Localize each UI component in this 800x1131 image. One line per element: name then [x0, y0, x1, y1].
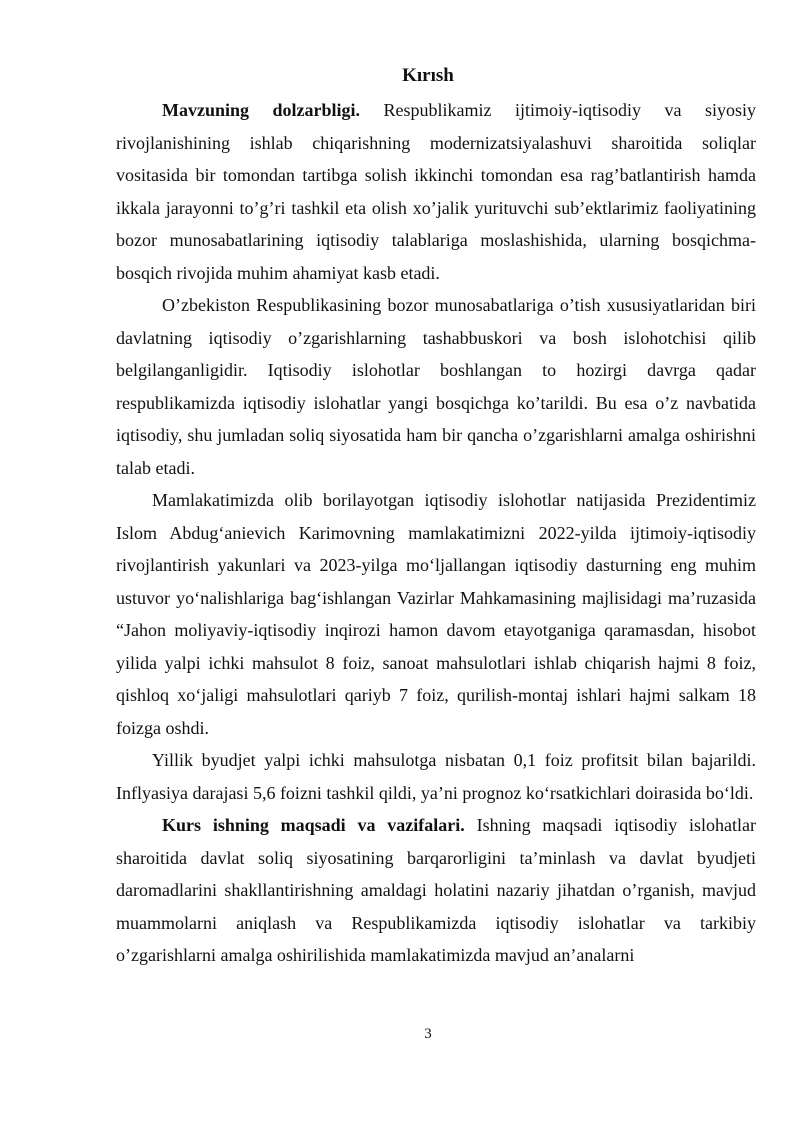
- paragraph-reforms: [116, 484, 756, 744]
- paragraph-text-relevance: Respublikamiz ijtimoiy-iqtisodiy va siyosiy rivojlanishining ishlab chiqarishning modernizatsiyalashuvi sharoitida soliqlar vositasida bir tomondan tartibga solish ikkinchi tomondan esa rag’batlantirish hamda ikkala jarayonni to’g’ri tashkil eta olish xo’jalik yurituvchi sub’ektlarimiz faoliyatining bozor munosabatlarining iqtisodiy talablariga moslashishida, ularning bosqichma-bosqich rivojida muhim ahamiyat kasb etadi.: [116, 100, 756, 283]
- paragraph-text-budget: Yillik byudjet yalpi ichki mahsulotga nisbatan 0,1 foiz profitsit bilan bajarildi. Inflyasiya darajasi 5,6 foizni tashkil qildi, ya’ni prognoz ko‘rsatkichlari doirasida bo‘ldi.: [116, 750, 756, 803]
- paragraph-relevance: [116, 94, 756, 289]
- document-body: [116, 94, 756, 972]
- paragraph-transition: [116, 289, 756, 484]
- paragraph-lead-relevance: Mavzuning dolzarbligi.: [162, 100, 361, 120]
- paragraph-lead-goals: Kurs ishning maqsadi va vazifalari.: [162, 815, 465, 835]
- paragraph-goals: [116, 809, 756, 972]
- paragraph-text-reforms: Mamlakatimizda olib borilayotgan iqtisodiy islohotlar natijasida Prezidentimiz Islom Abdug‘anievich Karimovning mamlakatimizni 2022-yilda ijtimoiy-iqtisodiy rivojlantirish yakunlari va 2023-yilga mo‘ljallangan iqtisodiy dasturning eng muhim ustuvor yo‘nalishlariga bag‘ishlangan Vazirlar Mahkamasining majlisidagi ma’ruzasida “Jahon moliyaviy-iqtisodiy inqirozi hamon davom etayotganiga qaramasdan, hisobot yilida yalpi ichki mahsulot 8 foiz, sanoat mahsulotlari ishlab chiqarish hajmi 8 foiz, qishloq xo‘jaligi mahsulotlari qariyb 7 foiz, qurilish-montaj ishlari hajmi salkam 18 foizga oshdi.: [116, 490, 756, 738]
- paragraph-text-goals: Ishning maqsadi iqtisodiy islohatlar sharoitida davlat soliq siyosatining barqarorligini ta’minlash va davlat byudjeti daromadlarini shakllantirishning amaldagi holatini nazariy jihatdan o’rganish, mavjud muammolarni aniqlash va Respublikamizda iqtisodiy islohatlar va tarkibiy o’zgarishlarni amalga oshirilishida mamlakatimizda mavjud an’analarni: [116, 815, 756, 965]
- page-number: 3: [424, 1026, 432, 1042]
- paragraph-text-transition: O’zbekiston Respublikasining bozor munosabatlariga o’tish xususiyatlaridan biri davlatning iqtisodiy o’zgarishlarning tashabbuskori va bosh islohotchisi qilib belgilanganligidir. Iqtisodiy islohotlar boshlangan to hozirgi davrga qadar respublikamizda iqtisodiy islohatlar yangi bosqichga ko’tarildi. Bu esa o’z navbatida iqtisodiy, shu jumladan soliq siyosatida ham bir qancha o’zgarishlarni amalga oshirishni talab etadi.: [116, 295, 756, 478]
- page-title: Kırısh: [402, 65, 454, 86]
- paragraph-budget: [116, 744, 756, 809]
